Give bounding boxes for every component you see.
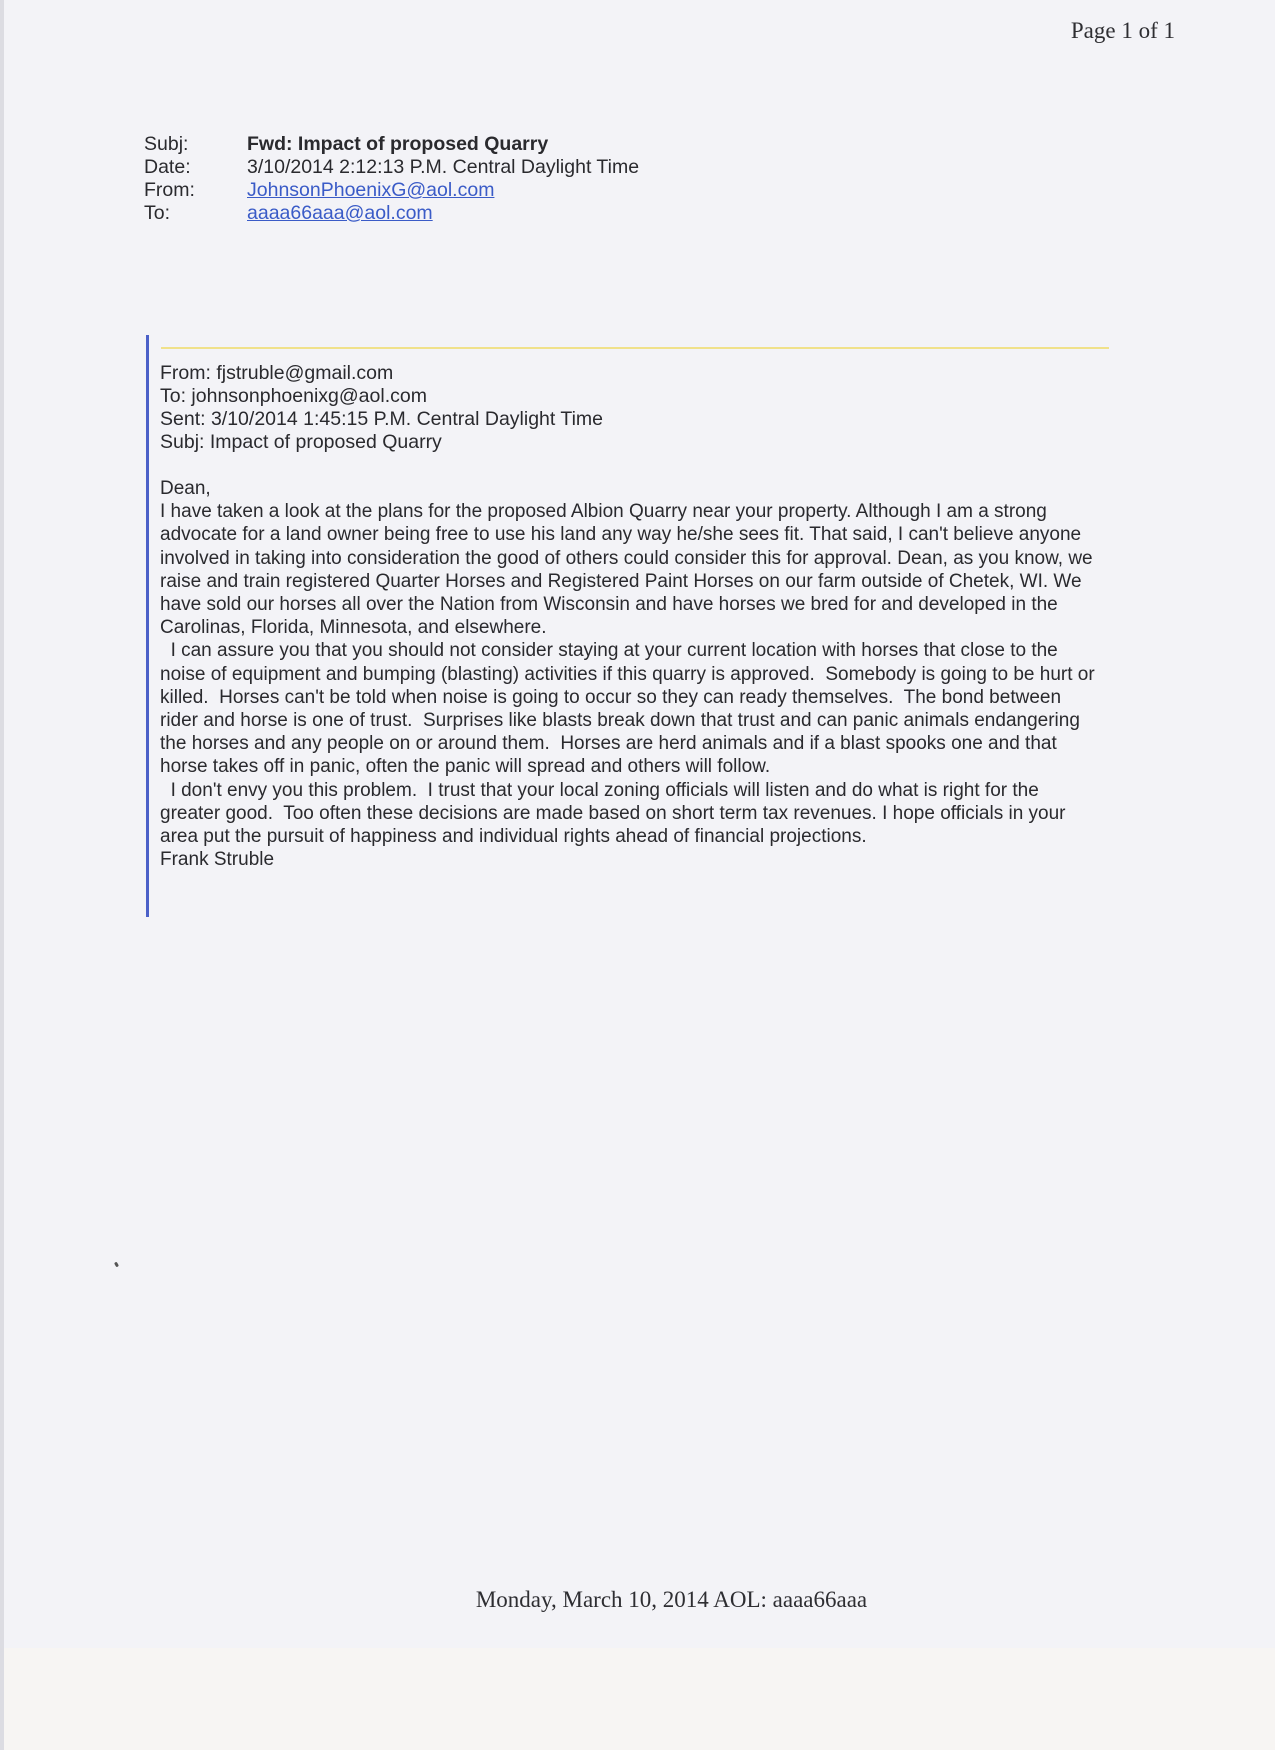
separator-line [161, 347, 1109, 349]
page-footer: Monday, March 10, 2014 AOL: aaaa66aaa [475, 1587, 868, 1612]
subject-row [144, 133, 639, 156]
message-body [160, 477, 1100, 871]
forwarded-sent: Sent: 3/10/2014 1:45:15 P.M. Central Daylight Time [160, 408, 603, 430]
to-label: To: [144, 202, 171, 224]
scan-margin [4, 1648, 1275, 1750]
forwarded-from: From: fjstruble@gmail.com [160, 362, 394, 384]
greeting: Dean, [160, 478, 211, 499]
subject-label: Subj: [144, 133, 189, 155]
body-paragraph: I have taken a look at the plans for the proposed Albion Quarry near your property. Although I am a strong advocate for a land owner being free to use his land any way he/she sees fit. That said, I can't believe anyone involved in taking into consideration the good of others could consider this for approval. Dean, as you know, we raise and train registered Quarter Horses and Registered Paint Horses on our farm outside of Chetek, WI. We have sold our horses all over the Nation from Wisconsin and have horses we bred for and developed in the Carolinas, Florida, Minnesota, and elsewhere. [160, 501, 1093, 639]
scan-speck [114, 1262, 119, 1268]
date-row [144, 156, 639, 179]
forwarded-subject: Subj: Impact of proposed Quarry [160, 431, 442, 453]
to-row [144, 202, 639, 225]
from-row [144, 179, 639, 202]
signature: Frank Struble [160, 849, 275, 871]
from-email-link[interactable]: JohnsonPhoenixG@aol.com [247, 179, 495, 201]
body-paragraph: I can assure you that you should not consider staying at your current location with horses that close to the noise of equipment and bumping (blasting) activities if this quarry is approved. Somebody is going to be hurt or killed. Horses can't be told when noise is going to occur so they can ready themselves. The bond between rider and horse is one of trust. Surprises like blasts break down that trust and can panic animals endangering the horses and any people on or around them. Horses are herd animals and if a blast spooks one and that horse takes off in panic, often the panic will spread and others will follow. [160, 640, 1100, 778]
body-paragraph: I don't envy you this problem. I trust that your local zoning officials will listen and do what is right for the greater good. Too often these decisions are made based on short term tax revenues. I hope officials in your area put the pursuit of happiness and individual rights ahead of financial projections. [160, 779, 1071, 848]
subject-value: Fwd: Impact of proposed Quarry [247, 133, 549, 155]
forwarded-message [146, 335, 1109, 917]
email-header [144, 133, 639, 225]
from-label: From: [144, 179, 195, 201]
forwarded-to: To: johnsonphoenixg@aol.com [160, 385, 427, 407]
to-email-link[interactable]: aaaa66aaa@aol.com [247, 202, 433, 224]
date-value: 3/10/2014 2:12:13 P.M. Central Daylight Time [247, 156, 640, 178]
forwarded-headers [160, 362, 603, 454]
page-number: Page 1 of 1 [1070, 18, 1175, 43]
date-label: Date: [144, 156, 191, 178]
